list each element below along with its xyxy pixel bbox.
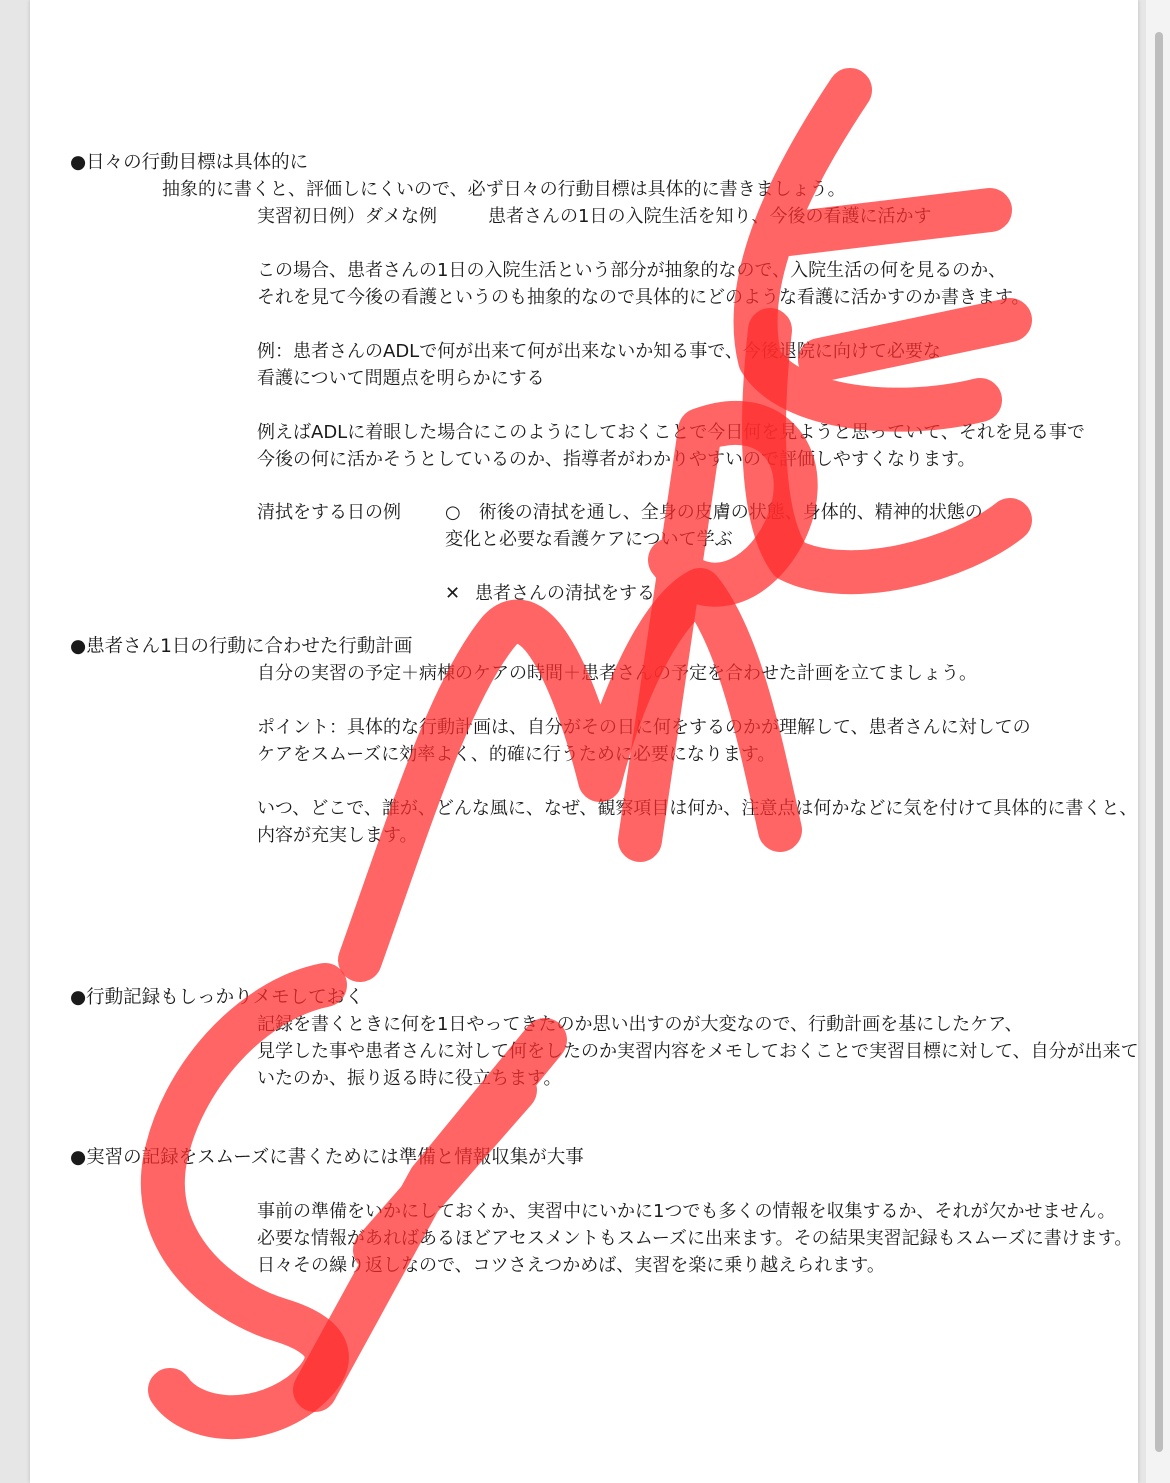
scrollbar-thumb[interactable] xyxy=(1155,32,1163,1452)
paragraph-line: ポイント：具体的な行動計画は、自分がその日に何をするのかが理解して、患者さんに対しての xyxy=(257,717,1031,738)
section-heading-action-plan: ●患者さん1日の行動に合わせた行動計画 xyxy=(70,636,413,657)
wipe-good-example: ○ 術後の清拭を通し、全身の皮膚の状態、身体的、精神的状態の xyxy=(445,502,983,523)
paragraph-line: 今後の何に活かそうとしているのか、指導者がわかりやすいので評価しやすくなります。 xyxy=(257,449,976,470)
section-heading-daily-goals: ●日々の行動目標は具体的に xyxy=(70,152,309,173)
paragraph-line: 記録を書くときに何を1日やってきたのか思い出すのが大変なので、行動計画を基にしたケア、 xyxy=(257,1014,1023,1035)
section-heading-activity-record: ●行動記録もしっかりメモしておく xyxy=(70,987,364,1008)
paragraph-line: 例：患者さんのADLで何が出来て何が出来ないか知る事で、今後退院に向けて必要な xyxy=(257,341,941,362)
paragraph-line: 例えばADLに着眼した場合にこのようにしておくことで今日何を見ようと思っていて、それを見る事で xyxy=(257,422,1085,443)
paragraph-line: この場合、患者さんの1日の入院生活という部分が抽象的なので、入院生活の何を見るのか、 xyxy=(257,260,1007,281)
section-intro: 抽象的に書くと、評価しにくいので、必ず日々の行動目標は具体的に書きましょう。 xyxy=(162,179,846,200)
wipe-good-example: 変化と必要な看護ケアについて学ぶ xyxy=(445,529,733,550)
paragraph-line: いつ、どこで、誰が、どんな風に、なぜ、観察項目は何か、注意点は何かなどに気を付けて具体的に書くと、 xyxy=(257,798,1138,819)
section-heading-preparation: ●実習の記録をスムーズに書くためには準備と情報収集が大事 xyxy=(70,1147,584,1168)
cross-mark-icon: ✕ xyxy=(445,583,461,604)
paragraph-line: 事前の準備をいかにしておくか、実習中にいかに1つでも多くの情報を収集するか、それが欠かせません。 xyxy=(257,1201,1116,1222)
wipe-bad-example: 患者さんの清拭をする xyxy=(475,583,655,604)
wipe-example-label: 清拭をする日の例 xyxy=(257,502,401,523)
paragraph-line: 看護について問題点を明らかにする xyxy=(257,368,545,389)
bad-example-text: 患者さんの1日の入院生活を知り、今後の看護に活かす xyxy=(488,206,932,227)
paragraph-line: 日々その繰り返しなので、コツさえつかめば、実習を楽に乗り越えられます。 xyxy=(257,1255,885,1276)
paragraph-line: 見学した事や患者さんに対して何をしたのか実習内容をメモしておくことで実習目標に対して、自分が出来て xyxy=(257,1041,1139,1062)
bad-example-label: 実習初日例）ダメな例 xyxy=(257,206,437,227)
paragraph-line: それを見て今後の看護というのも抽象的なので具体的にどのような看護に活かすのか書きます。 xyxy=(257,287,1030,308)
paragraph-line: 内容が充実します。 xyxy=(257,825,418,846)
paragraph-line: 自分の実習の予定＋病棟のケアの時間＋患者さんの予定を合わせた計画を立てましょう。 xyxy=(257,663,977,684)
paragraph-line: いたのか、振り返る時に役立ちます。 xyxy=(257,1068,562,1089)
paragraph-line: 必要な情報があればあるほどアセスメントもスムーズに出来ます。その結果実習記録もスムーズに書けます。 xyxy=(257,1228,1133,1249)
paragraph-line: ケアをスムーズに効率よく、的確に行うために必要になります。 xyxy=(257,744,776,765)
